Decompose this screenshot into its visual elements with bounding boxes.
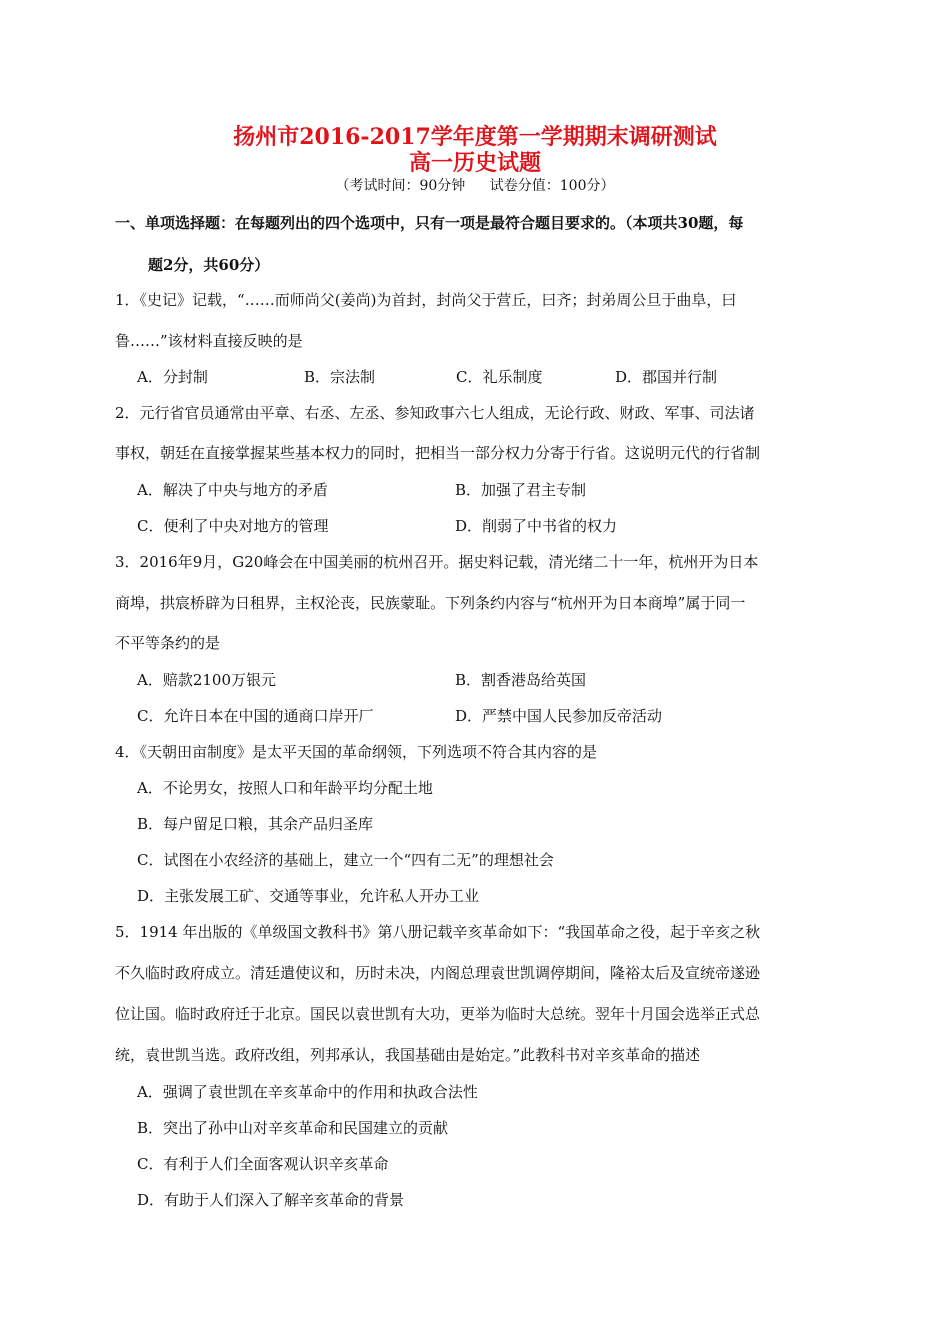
question-3-line: 不平等条约的是 <box>115 634 221 652</box>
question-1-option-d: D．郡国并行制 <box>615 368 718 386</box>
question-3-option-a: A．赔款2100万银元 <box>137 671 277 689</box>
question-3-option-d: D．严禁中国人民参加反帝活动 <box>455 707 663 725</box>
question-2-line: 2．元行省官员通常由平章、右丞、左丞、参知政事六七人组成，无论行政、财政、军事、司法诸 <box>115 404 755 422</box>
question-2-line: 事权，朝廷在直接掌握某些基本权力的同时，把相当一部分权力分寄于行省。这说明元代的行省制 <box>115 444 761 462</box>
question-3-option-b: B．割香港岛给英国 <box>455 671 587 689</box>
question-2-option-a: A．解决了中央与地方的矛盾 <box>137 481 328 499</box>
exam-time: （考试时间：90分钟 <box>335 178 466 194</box>
question-3-line: 3．2016年9月，G20峰会在中国美丽的杭州召开。据史料记载，清光绪二十一年，杭州开为日本 <box>115 553 759 571</box>
question-2-option-d: D．削弱了中书省的权力 <box>455 517 618 535</box>
question-4-option-a: A．不论男女，按照人口和年龄平均分配土地 <box>137 779 433 797</box>
question-2-option-c: C．便利了中央对地方的管理 <box>137 517 329 535</box>
question-4-option-b: B．每户留足口粮，其余产品归圣库 <box>137 815 374 833</box>
question-5-option-b: B．突出了孙中山对辛亥革命和民国建立的贡献 <box>137 1119 449 1137</box>
question-5-line: 不久临时政府成立。清廷遣使议和，历时未决，内阁总理袁世凯调停期间，隆裕太后及宣统帝遂逊 <box>115 964 761 982</box>
question-3-option-c: C．允许日本在中国的通商口岸开厂 <box>137 707 374 725</box>
question-3-line: 商埠，拱宸桥辟为日租界，主权沦丧，民族蒙耻。下列条约内容与“杭州开为日本商埠”属于同一 <box>115 594 746 612</box>
question-1-option-a: A．分封制 <box>137 368 208 386</box>
question-4-line: 4．《天朝田亩制度》是太平天国的革命纲领，下列选项不符合其内容的是 <box>115 743 598 761</box>
question-5-line: 位让国。临时政府迁于北京。国民以袁世凯有大功，更举为临时大总统。翌年十月国会选举正式总 <box>115 1005 761 1023</box>
question-5-line: 5．1914 年出版的《单级国文教科书》第八册记载辛亥革命如下：“我国革命之役，起于辛亥之秋 <box>115 923 761 941</box>
question-1-line: 鲁……”该材料直接反映的是 <box>115 332 303 350</box>
question-4-option-c: C．试图在小农经济的基础上，建立一个“四有二无”的理想社会 <box>137 851 554 869</box>
question-5-option-d: D．有助于人们深入了解辛亥革命的背景 <box>137 1191 405 1209</box>
section-heading-cont: 题2分，共60分） <box>148 256 270 274</box>
exam-title: 扬州市2016-2017学年度第一学期期末调研测试 <box>233 124 717 150</box>
question-5-option-c: C．有利于人们全面客观认识辛亥革命 <box>137 1155 389 1173</box>
question-5-line: 统，袁世凯当选。政府改组，列邦承认，我国基础由是始定。”此教科书对辛亥革命的描述 <box>115 1046 701 1064</box>
question-1-option-c: C．礼乐制度 <box>456 368 543 386</box>
exam-score: 试卷分值：100分） <box>489 178 615 194</box>
exam-subtitle: 高一历史试题 <box>408 150 541 176</box>
exam-meta <box>0 177 950 195</box>
question-1-option-b: B．宗法制 <box>304 368 376 386</box>
section-heading: 一、单项选择题：在每题列出的四个选项中，只有一项是最符合题目要求的。（本项共30题，每 <box>115 214 744 232</box>
question-4-option-d: D．主张发展工矿、交通等事业，允许私人开办工业 <box>137 887 480 905</box>
question-1-line: 1．《史记》记载，“……而师尚父(姜尚)为首封，封尚父于营丘，曰齐；封弟周公旦于曲阜，曰 <box>115 291 737 309</box>
question-2-option-b: B．加强了君主专制 <box>455 481 587 499</box>
question-5-option-a: A．强调了袁世凯在辛亥革命中的作用和执政合法性 <box>137 1083 478 1101</box>
